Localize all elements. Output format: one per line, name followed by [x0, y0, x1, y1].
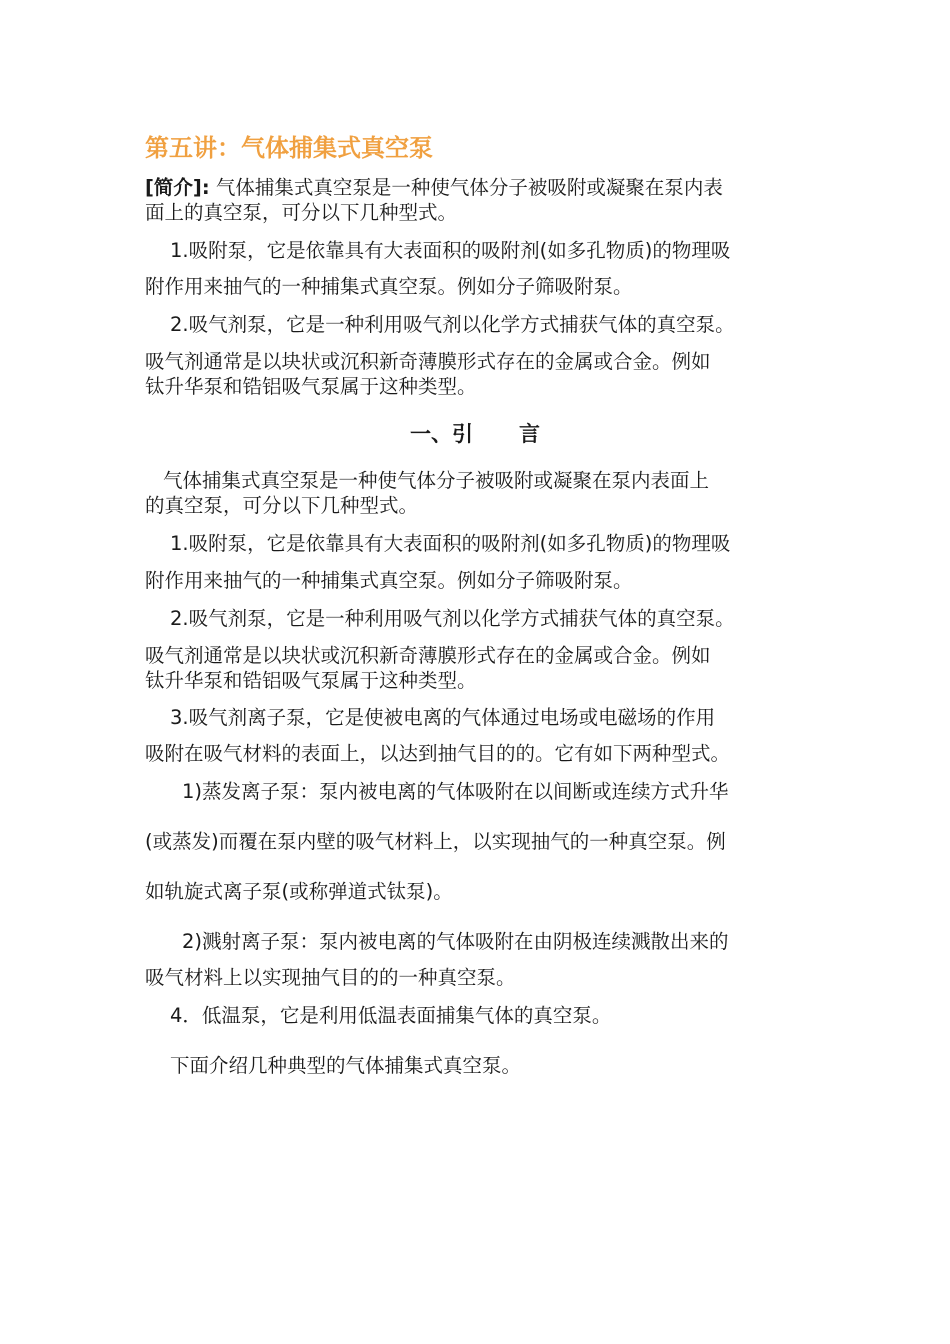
section-heading-part-1: 一、引 — [410, 422, 473, 446]
section-line-1: 气体捕集式真空泵是一种使气体分子被吸附或凝聚在泵内表面上 — [163, 469, 710, 492]
section-heading — [0, 420, 950, 448]
section-line-8: 3.吸气剂离子泵，它是使被电离的气体通过电场或电磁场的作用 — [170, 706, 716, 729]
section-line-3: 1.吸附泵，它是依靠具有大表面积的吸附剂(如多孔物质)的物理吸 — [170, 532, 731, 555]
section-line-13: 2)溅射离子泵：泵内被电离的气体吸附在由阴极连续溅散出来的 — [182, 930, 729, 953]
intro-line-2: 面上的真空泵，可分以下几种型式。 — [145, 201, 458, 224]
intro-text-1: 气体捕集式真空泵是一种使气体分子被吸附或凝聚在泵内表 — [215, 176, 723, 199]
section-line-11: (或蒸发)而覆在泵内壁的吸气材料上，以实现抽气的一种真空泵。例 — [145, 830, 726, 853]
section-line-9: 吸附在吸气材料的表面上，以达到抽气目的的。它有如下两种型式。 — [145, 742, 731, 765]
section-line-14: 吸气材料上以实现抽气目的的一种真空泵。 — [145, 966, 516, 989]
section-line-4: 附作用来抽气的一种捕集式真空泵。例如分子筛吸附泵。 — [145, 569, 633, 592]
intro-item-1-line-2: 附作用来抽气的一种捕集式真空泵。例如分子筛吸附泵。 — [145, 275, 633, 298]
intro-item-1-line-1: 1.吸附泵，它是依靠具有大表面积的吸附剂(如多孔物质)的物理吸 — [170, 239, 731, 262]
section-line-6: 吸气剂通常是以块状或沉积新奇薄膜形式存在的金属或合金。例如 — [145, 644, 711, 667]
section-line-12: 如轨旋式离子泵(或称弹道式钛泵)。 — [145, 880, 453, 903]
intro-item-2-line-2: 吸气剂通常是以块状或沉积新奇薄膜形式存在的金属或合金。例如 — [145, 350, 711, 373]
section-line-5: 2.吸气剂泵，它是一种利用吸气剂以化学方式捕获气体的真空泵。 — [170, 607, 735, 630]
section-heading-part-2: 言 — [519, 422, 540, 446]
section-line-16: 下面介绍几种典型的气体捕集式真空泵。 — [170, 1054, 522, 1077]
intro-line-1 — [145, 175, 723, 201]
section-line-2: 的真空泵，可分以下几种型式。 — [145, 494, 419, 517]
intro-label: [简介]: — [145, 176, 210, 199]
section-line-7: 钛升华泵和锆铝吸气泵属于这种类型。 — [145, 669, 477, 692]
section-line-10: 1)蒸发离子泵：泵内被电离的气体吸附在以间断或连续方式升华 — [182, 780, 729, 803]
document-title: 第五讲：气体捕集式真空泵 — [145, 134, 433, 162]
intro-item-2-line-1: 2.吸气剂泵，它是一种利用吸气剂以化学方式捕获气体的真空泵。 — [170, 313, 735, 336]
intro-item-2-line-3: 钛升华泵和锆铝吸气泵属于这种类型。 — [145, 375, 477, 398]
section-line-15: 4．低温泵，它是利用低温表面捕集气体的真空泵。 — [170, 1004, 612, 1027]
